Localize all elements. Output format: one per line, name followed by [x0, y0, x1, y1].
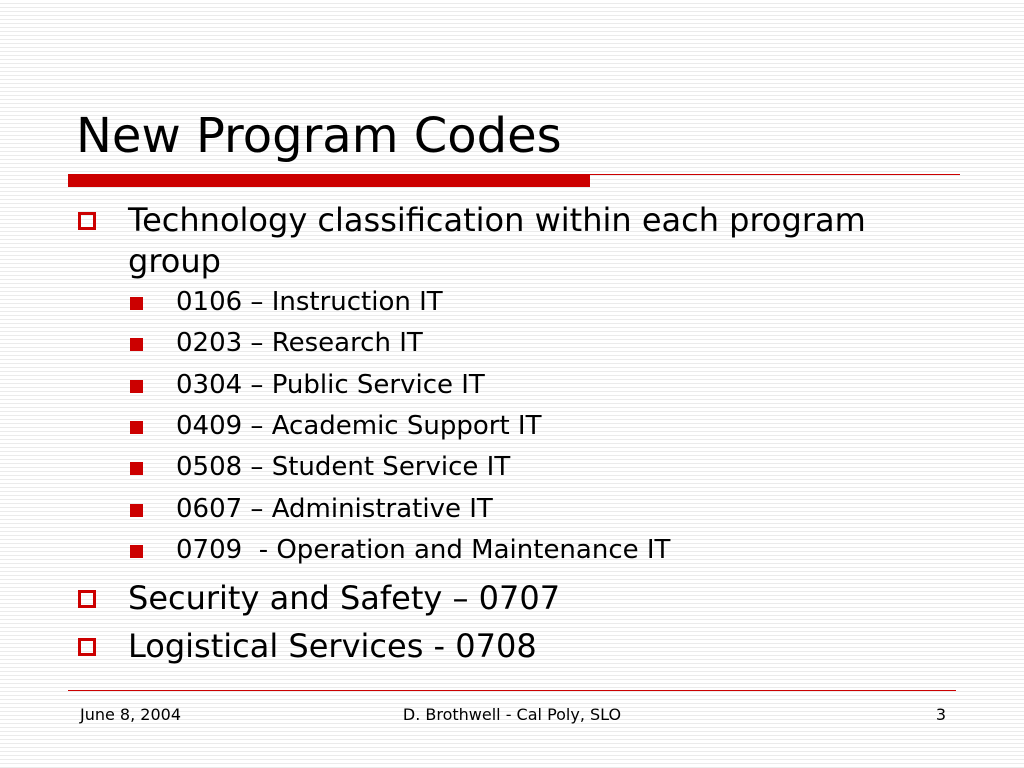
- sub-bullet-item: 0106 – Instruction IT: [176, 287, 443, 317]
- footer-page-number: 3: [935, 705, 946, 724]
- hollow-square-bullet-icon: [78, 590, 96, 608]
- footer-author: D. Brothwell - Cal Poly, SLO: [402, 705, 622, 724]
- filled-square-bullet-icon: [130, 338, 143, 351]
- sub-bullet-item: 0203 – Research IT: [176, 328, 423, 359]
- bullet-item: Security and Safety – 0707: [128, 579, 561, 617]
- bullet-item: Logistical Services - 0708: [128, 627, 537, 665]
- filled-square-bullet-icon: [130, 421, 143, 434]
- filled-square-bullet-icon: [130, 462, 143, 475]
- filled-square-bullet-icon: [130, 380, 143, 393]
- filled-square-bullet-icon: [130, 545, 143, 558]
- filled-square-bullet-icon: [130, 504, 143, 517]
- sub-bullet-item: 0607 – Administrative IT: [176, 493, 493, 524]
- bullet-item: Technology classification within each program group: [128, 201, 866, 280]
- sub-bullet-item: 0508 – Student Service IT: [176, 452, 511, 483]
- filled-square-bullet-icon: [130, 297, 143, 310]
- sub-bullet-item: 0409 – Academic Support IT: [176, 410, 542, 441]
- hollow-square-bullet-icon: [78, 638, 96, 656]
- hollow-square-bullet-icon: [78, 212, 96, 230]
- sub-bullet-item: 0709 - Operation and Maintenance IT: [176, 534, 671, 565]
- footer-date: June 8, 2004: [80, 705, 181, 724]
- sub-bullet-item: 0304 – Public Service IT: [176, 369, 485, 400]
- slide-title: New Program Codes: [76, 108, 562, 164]
- footer-rule: [68, 690, 956, 691]
